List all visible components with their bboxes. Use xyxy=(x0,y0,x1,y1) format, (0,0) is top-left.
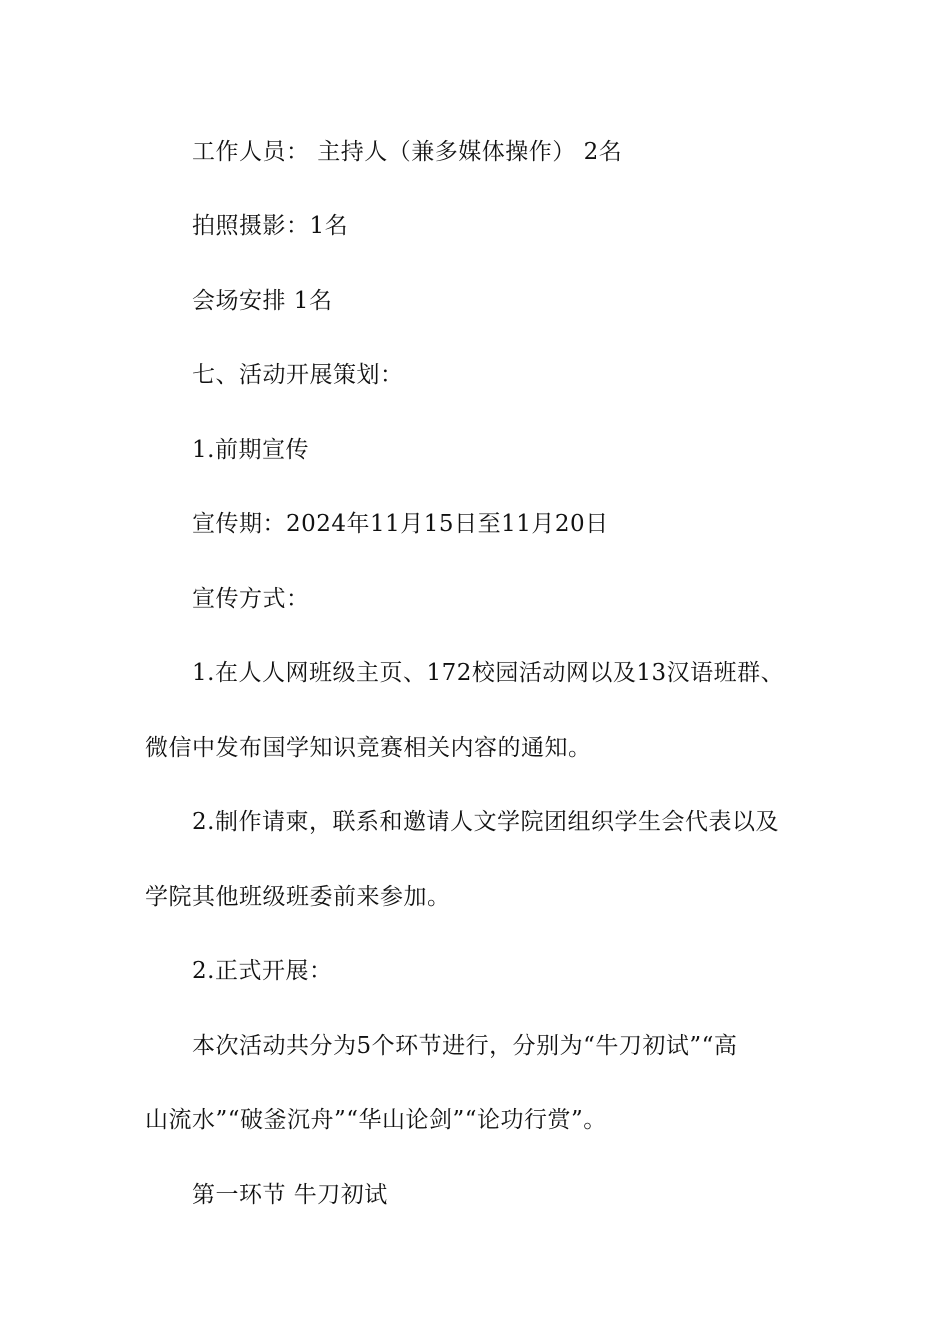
paragraph-line: 2.制作请柬，联系和邀请人文学院团组织学生会代表以及 xyxy=(192,809,779,835)
staff-host-line: 工作人员： 主持人（兼多媒体操作） 2名 xyxy=(192,139,623,165)
paragraph-line: 山流水”“破釜沉舟”“华山论剑”“论功行赏”。 xyxy=(145,1107,607,1133)
segment-heading: 第一环节 牛刀初试 xyxy=(192,1182,388,1208)
section-heading: 七、活动开展策划： xyxy=(192,362,404,388)
paragraph-line: 学院其他班级班委前来参加。 xyxy=(145,884,451,910)
staff-photo-line: 拍照摄影：1名 xyxy=(192,213,349,239)
paragraph-line: 本次活动共分为5个环节进行，分别为“牛刀初试”“高 xyxy=(192,1033,738,1059)
subsection-heading: 1.前期宣传 xyxy=(192,437,309,463)
paragraph-line: 1.在人人网班级主页、172校园活动网以及13汉语班群、 xyxy=(192,660,785,686)
paragraph-line: 微信中发布国学知识竞赛相关内容的通知。 xyxy=(145,735,592,761)
promo-period-line: 宣传期：2024年11月15日至11月20日 xyxy=(192,511,609,537)
promo-method-heading: 宣传方式： xyxy=(192,586,310,612)
subsection-heading: 2.正式开展： xyxy=(192,958,333,984)
staff-venue-line: 会场安排 1名 xyxy=(192,288,333,314)
